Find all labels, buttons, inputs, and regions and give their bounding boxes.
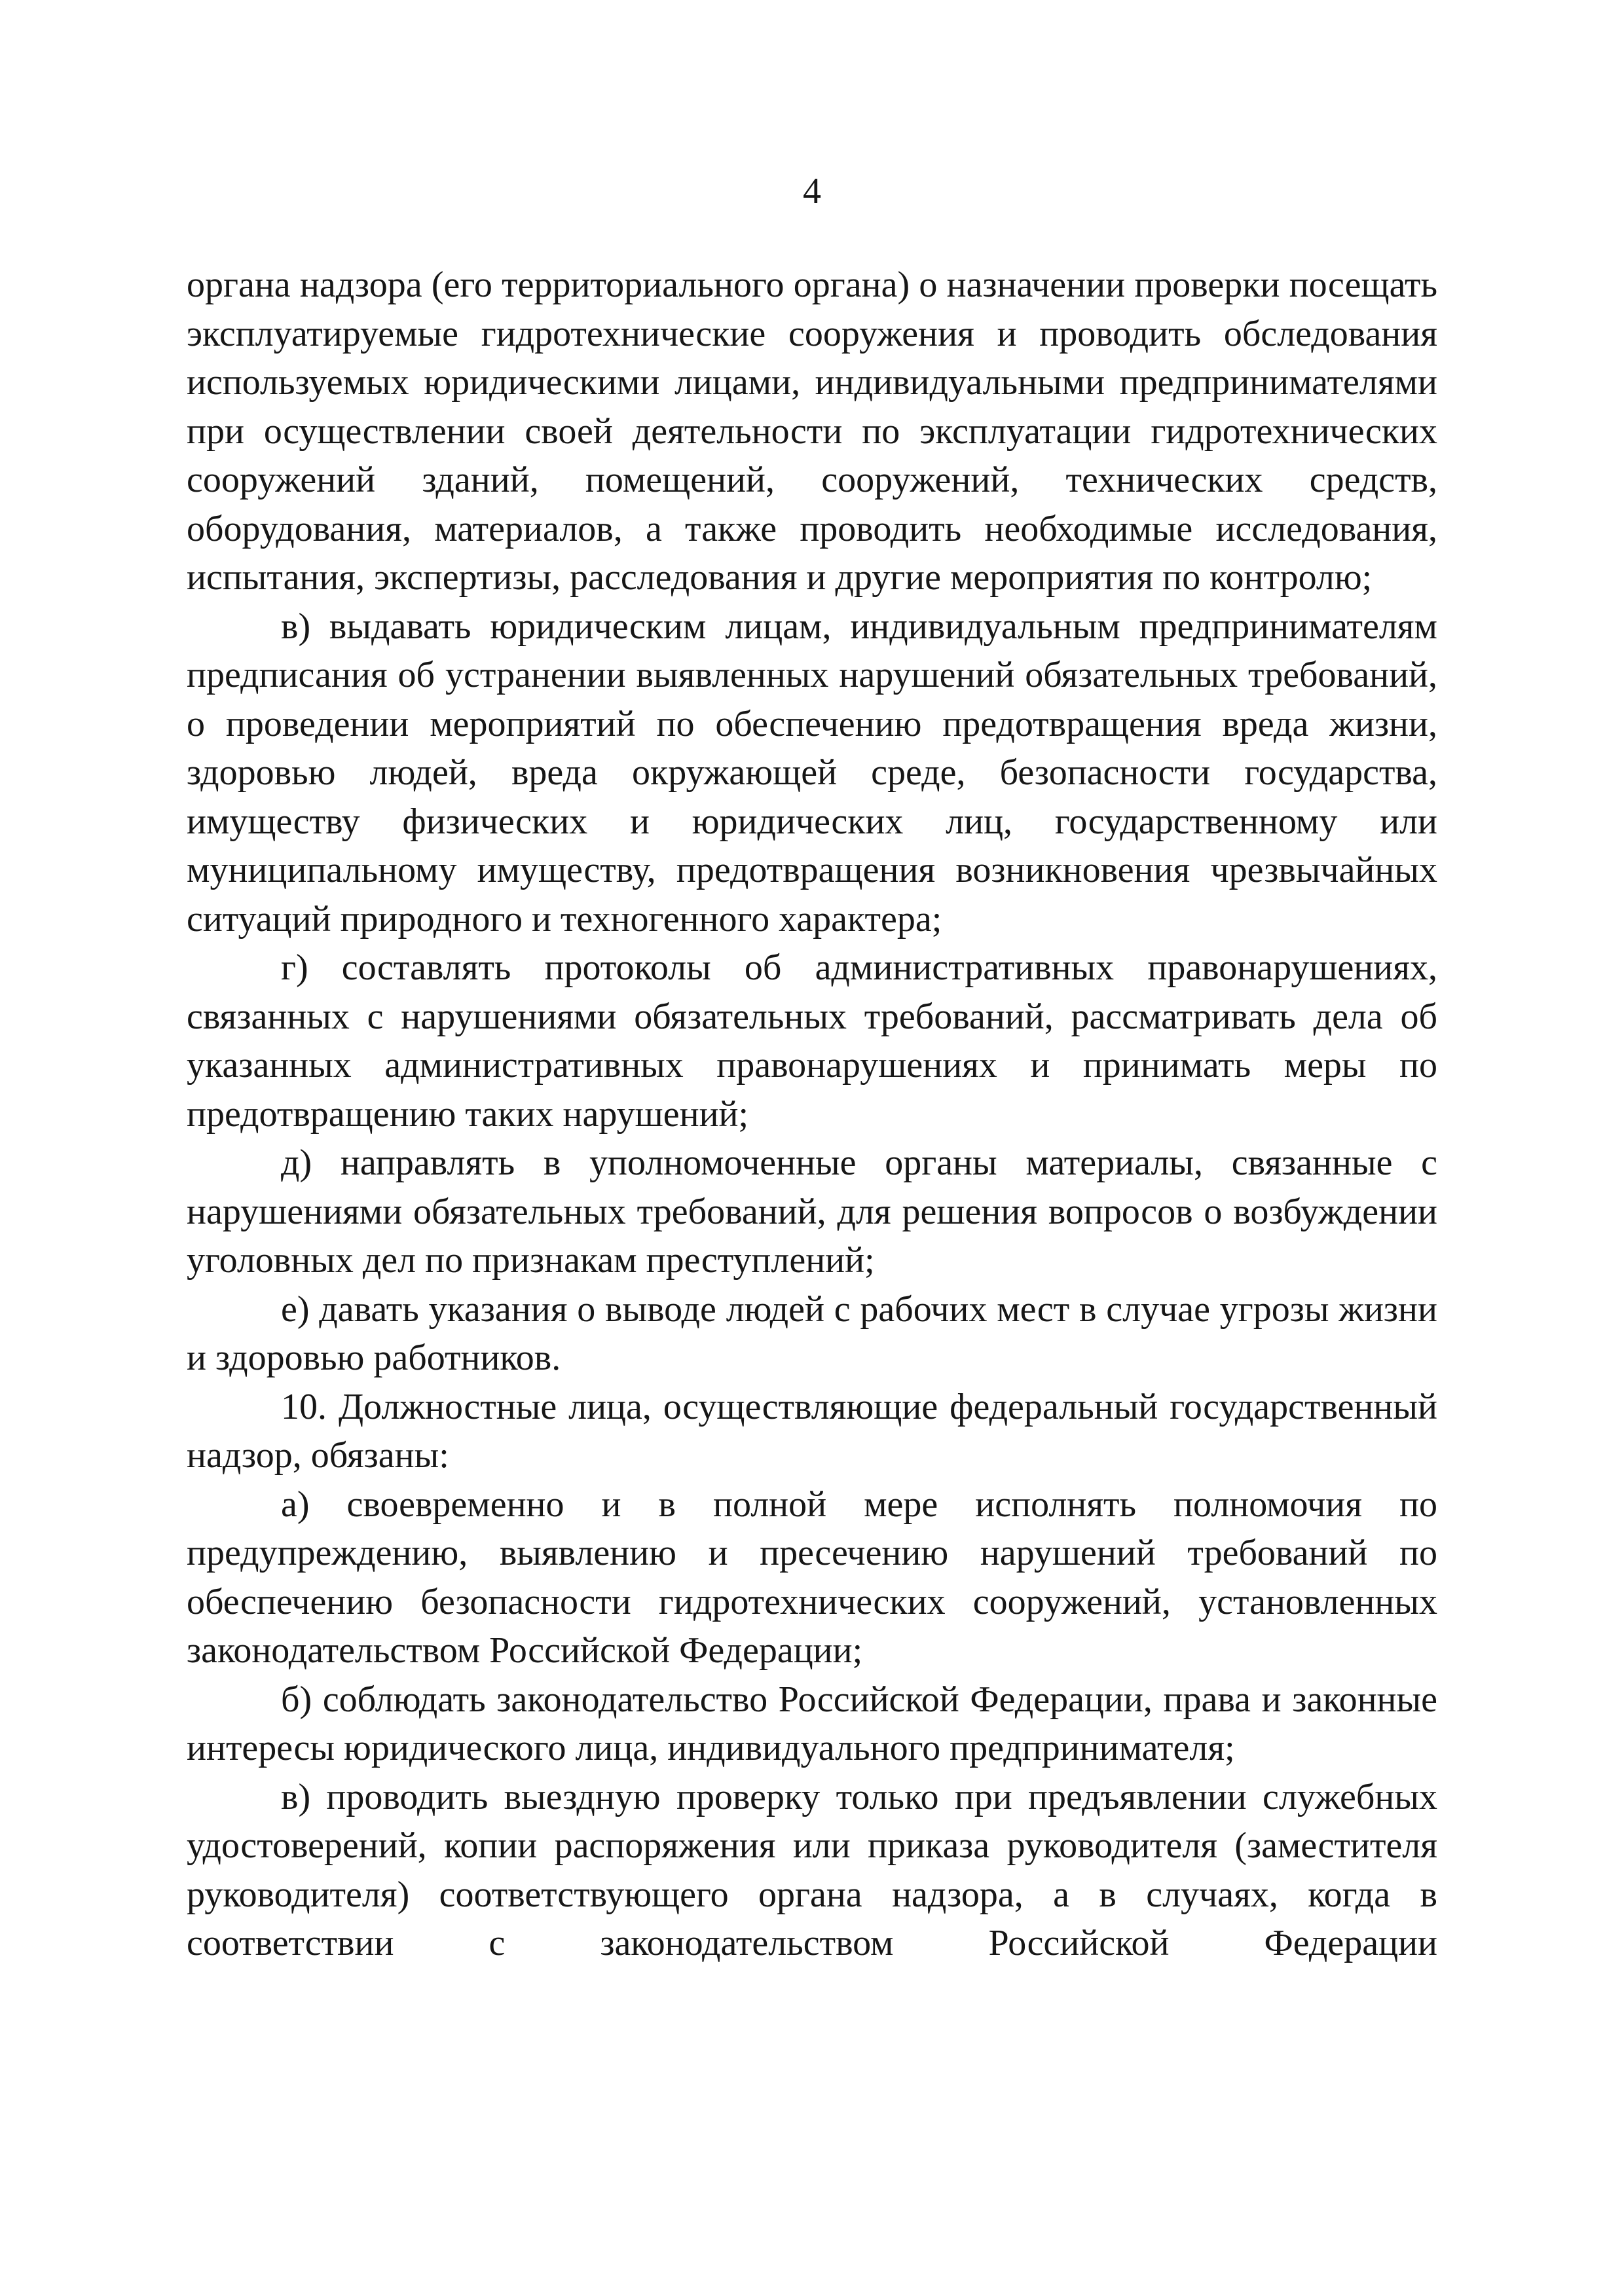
paragraph-item-e: е) давать указания о выводе людей с рабочих мест в случае угрозы жизни и здоровью работников. xyxy=(187,1288,1437,1378)
paragraph-section-10: 10. Должностные лица, осуществляющие федеральный государственный надзор, обязаны: xyxy=(187,1386,1437,1476)
document-body xyxy=(187,261,1437,1968)
paragraph-item-a: а) своевременно и в полной мере исполнять полномочия по предупреждению, выявлению и пресечению нарушений требований по обеспечению безопасности гидротехнических сооружений, установленных законодательством Российской Федерации; xyxy=(187,1484,1437,1671)
page-number: 4 xyxy=(803,171,821,211)
paragraph-item-g: г) составлять протоколы об административных правонарушениях, связанных с нарушениями обязательных требований, рассматривать дела об указанных административных правонарушениях и принимать меры по предотвращению таких нарушений; xyxy=(187,947,1437,1135)
paragraph-item-d: д) направлять в уполномоченные органы материалы, связанные с нарушениями обязательных требований, для решения вопросов о возбуждении уголовных дел по признакам преступлений; xyxy=(187,1142,1437,1281)
paragraph-item-b: б) соблюдать законодательство Российской Федерации, права и законные интересы юридического лица, индивидуального предпринимателя; xyxy=(187,1679,1437,1768)
paragraph-item-v-2: в) проводить выездную проверку только при предъявлении служебных удостоверений, копии распоряжения или приказа руководителя (заместителя руководителя) соответствующего органа надзора, а в случаях, когда в соответствии с законодательством Российской Федерации xyxy=(187,1776,1437,1963)
paragraph-continuation: органа надзора (его территориального органа) о назначении проверки посещать эксплуатируемые гидротехнические сооружения и проводить обследования используемых юридическими лицами, индивидуальными предпринимателями при осуществлении своей деятельности по эксплуатации гидротехнических сооружений зданий, помещений, сооружений, технических средств, оборудования, материалов, а также проводить необходимые исследования, испытания, экспертизы, расследования и другие мероприятия по контролю; xyxy=(187,264,1437,598)
paragraph-item-v: в) выдавать юридическим лицам, индивидуальным предпринимателям предписания об устранении выявленных нарушений обязательных требований, о проведении мероприятий по обеспечению предотвращения вреда жизни, здоровью людей, вреда окружающей среде, безопасности государства, имуществу физических и юридических лиц, государственному или муниципальному имуществу, предотвращения возникновения чрезвычайных ситуаций природного и техногенного характера; xyxy=(187,606,1437,939)
